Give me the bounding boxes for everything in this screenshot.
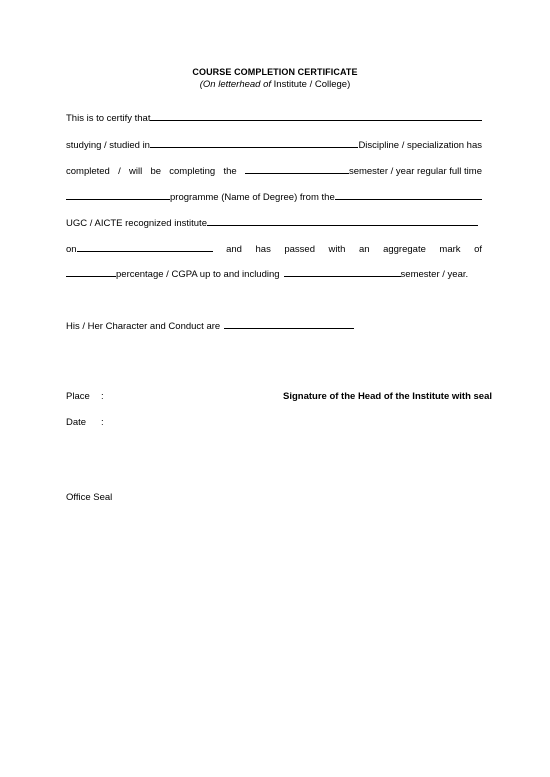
semester-group	[245, 163, 482, 179]
word-the: the	[223, 166, 237, 177]
studying-text: studying / studied in	[66, 140, 150, 151]
conduct-text: His / Her Character and Conduct are	[66, 321, 221, 332]
line-conduct	[66, 318, 482, 332]
office-seal-label: Office Seal	[66, 492, 113, 503]
percentage-text: percentage / CGPA up to and including	[116, 269, 280, 280]
certify-text: This is to certify that	[66, 113, 151, 124]
recognized-blank	[207, 215, 478, 226]
date-passed-blank	[77, 241, 213, 252]
semester-year-text: semester / year.	[400, 269, 469, 280]
word-has: has	[255, 244, 271, 255]
word-be: be	[150, 166, 162, 177]
conduct-blank	[224, 318, 354, 329]
on-group	[66, 241, 213, 257]
place-label: Place	[66, 391, 90, 402]
line-percentage	[66, 266, 482, 280]
word-with: with	[328, 244, 346, 255]
word-on: on	[66, 244, 77, 255]
word-of: of	[474, 244, 482, 255]
semester-blank	[245, 163, 349, 174]
recognized-text: UGC / AICTE recognized institute	[66, 218, 207, 229]
subtitle-italic: (On letterhead of	[199, 79, 272, 90]
subtitle-rest: Institute / College)	[271, 79, 351, 90]
programme-text: programme (Name of Degree) from the	[170, 192, 335, 203]
degree-blank	[66, 189, 170, 200]
word-completed: completed	[66, 166, 110, 177]
line-recognized	[66, 215, 478, 229]
word-will: will	[128, 166, 143, 177]
word-and: and	[226, 244, 242, 255]
certificate-title: COURSE COMPLETION CERTIFICATE	[192, 67, 358, 77]
signature-label: Signature of the Head of the Institute with seal	[283, 391, 493, 402]
date-label: Date	[66, 417, 87, 428]
discipline-text: Discipline / specialization has	[358, 140, 482, 151]
date-colon: :	[101, 417, 104, 428]
word-completing: completing	[169, 166, 216, 177]
from-blank	[335, 189, 482, 200]
institute-blank	[150, 137, 358, 148]
name-blank	[150, 110, 482, 121]
percentage-blank	[66, 266, 116, 277]
word-passed: passed	[284, 244, 315, 255]
line-completed	[66, 163, 482, 177]
semester-text: semester / year regular full time	[348, 166, 482, 177]
upto-semester-blank	[284, 266, 401, 277]
word-mark: mark	[439, 244, 461, 255]
line-programme	[66, 189, 482, 203]
line-certify	[66, 110, 482, 124]
line-passed	[66, 241, 482, 255]
place-colon: :	[101, 391, 104, 402]
word-slash: /	[118, 166, 121, 177]
certificate-subtitle	[0, 79, 550, 90]
word-an: an	[358, 244, 370, 255]
line-studying	[66, 137, 482, 151]
word-aggregate: aggregate	[383, 244, 426, 255]
